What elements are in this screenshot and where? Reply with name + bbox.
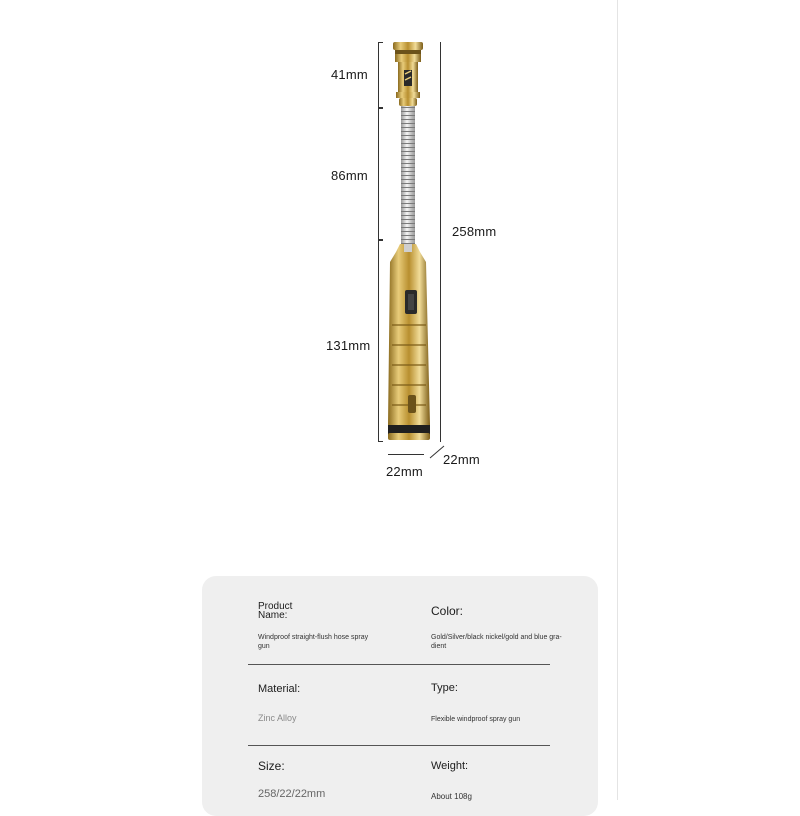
width-line xyxy=(388,454,424,455)
weight-label: Weight: xyxy=(431,760,469,772)
lighter-body xyxy=(388,244,430,440)
product-name-value: Windproof straight-flush hose spray gun xyxy=(258,634,369,650)
flexible-hose xyxy=(401,106,415,244)
material-label: Material: xyxy=(258,683,301,695)
lighter-head xyxy=(393,42,423,106)
width-label: 22mm xyxy=(386,464,423,479)
spec-divider-2 xyxy=(248,745,550,746)
size-label: Size: xyxy=(258,759,285,773)
body-length-label: 131mm xyxy=(326,338,371,353)
hose-dimension-bracket xyxy=(378,108,383,240)
spec-card xyxy=(202,576,598,816)
head-length-label: 41mm xyxy=(331,67,368,82)
type-value: Flexible windproof spray gun xyxy=(431,716,521,723)
size-value: 258/22/22mm xyxy=(258,788,326,800)
type-label: Type: xyxy=(431,682,458,694)
body-dimension-bracket xyxy=(378,240,383,442)
total-length-line xyxy=(440,42,441,442)
spec-divider-1 xyxy=(248,664,550,665)
hose-length-label: 86mm xyxy=(331,168,368,183)
product-name-label: Product Name: xyxy=(258,601,293,621)
color-value: Gold/Silver/black nickel/gold and blue gra-dient xyxy=(431,634,562,650)
head-dimension-bracket xyxy=(378,42,383,108)
weight-value: About 108g xyxy=(431,792,472,801)
depth-label: 22mm xyxy=(443,452,480,467)
total-length-label: 258mm xyxy=(452,224,497,239)
color-label: Color: xyxy=(431,604,464,618)
material-value: Zinc Alloy xyxy=(258,713,297,723)
